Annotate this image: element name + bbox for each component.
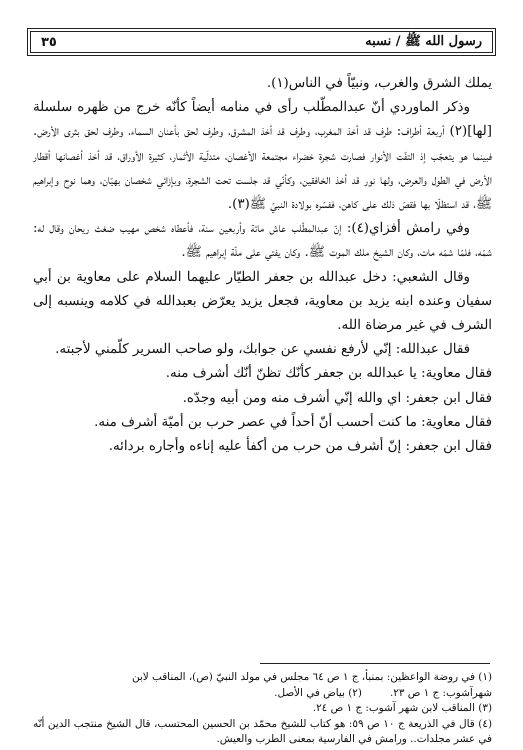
footnote-divider — [260, 663, 490, 664]
footnote-line — [33, 686, 492, 702]
footnote: شهرآشوب: ج ١ ص ٢٣. — [389, 686, 492, 699]
paragraph: وفي رامش أفزاي(٤): إنّ عبدالمطّلب عاش مائة وأربعين سنة، فأعطاه شخص مهيب ضغث ريحان وقال له: شمّه، فلمّا شمّه مات، وكان الشيخ ملك الموت ﷺ. وكان يفتي على ملّة إبراهيم ﷺ. — [33, 221, 492, 261]
dialogue-line: فقال معاوية: يا عبدالله بن جعفر كأنّك تظنّ أنّك أشرف منه. — [165, 366, 492, 382]
paragraph: فقال عبدالله: إنّي لأرفع نفسي عن جوابك، ولو صاحب السرير كلّمني لأجبته. — [55, 342, 470, 358]
footnotes — [33, 670, 492, 748]
dialogue-line: فقال ابن جعفر: اي والله إنّي أشرف منه ومن أبيه وجدّه. — [182, 390, 492, 406]
footnote: (٢) بياض في الأصل. — [274, 686, 362, 699]
footnote: (١) في روضة الواعظين: بمنبأ، ج ١ ص ٦٤ مجلس في مولد النبيّ (ص)، المناقب لابن — [131, 671, 492, 683]
main-text — [33, 72, 492, 459]
dialogue-line: فقال ابن جعفر: إنّ أشرف من حرب من أكفأ عليه إناءه وأجاره بردائه. — [108, 439, 492, 455]
footnote: (٤) قال في الذريعة ج ١٠ ص ٥٩: هو كتاب للشيخ محمّد بن الحسين المحتسب، قال الشيخ منتجب الدين أنّه في عشر مجلدات.. ورامش في الفارسية بمعنى الطرب والعيش. — [33, 717, 492, 745]
running-title: رسول الله ﷺ / نسبه — [365, 33, 482, 49]
page-number: ٣٥ — [41, 34, 57, 50]
footnote: (٣) المناقب لابن شهر آشوب: ج ١ ص ٢٤. — [312, 702, 492, 714]
paragraph: وذكر الماوردي أنّ عبدالمطّلب رأى في منامه أيضاً كأنّه خرج من ظهره سلسلة [لها](٢) أربعة أطراف: طرف قد أخذ المغرب، وطرف قد أخذ المشرق، وطرف لحق بأعنان السماء، وطرف لحق بثرى الأرض. فبينما هو يتعجّب إذ التفّت الأنوار فصارت شجرة خضراء مجتمعة الأغصان، متدلّية الأثمار، كثيرة الأوراق، قد أخذ أغصانها أقطار الأرض في الطول والعرض، ولها نور قد أخذ الخافقين، وكأنّي قد جلست تحت الشجرة، وبإزائي شخصان بهيّان، وهما نوح وإبراهيم ﷺ، قد استظلّا بها فقصّ ذلك على كاهن، ففسّره بولادة النبيّ ﷺ(٣). — [33, 100, 492, 213]
paragraph: يملك الشرق والغرب، ونبيّاً في الناس(١). — [266, 76, 492, 91]
dialogue-line: فقال معاوية: ما كنت أحسب أنّ أحداً في عصر حرب بن أميّة أشرف منه. — [94, 414, 492, 430]
paragraph: وقال الشعبي: دخل عبدالله بن جعفر الطيّار عليهما السلام على معاوية بن أبي سفيان وعنده ابنه يزيد بن معاوية، فجعل يزيد يعرّض بعبدالله في كلامه وينسبه إلى الشرف في غير مرضاة الله. — [33, 269, 492, 334]
page-header — [30, 31, 493, 53]
